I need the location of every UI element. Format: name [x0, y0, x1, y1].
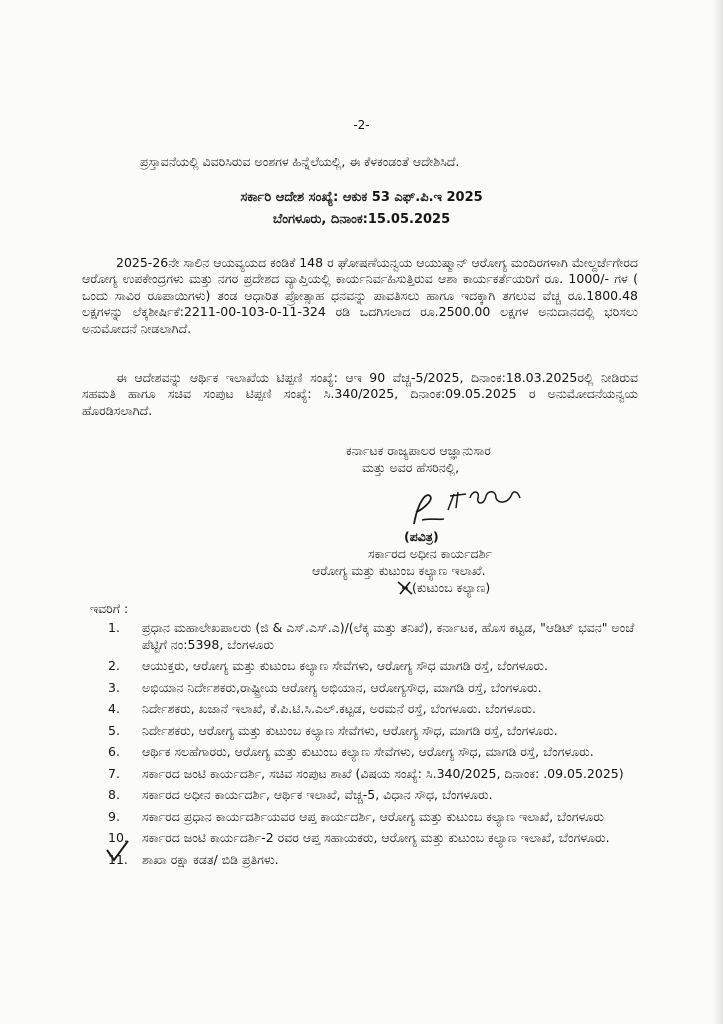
- list-item-text: ಸರ್ಕಾರದ ಜಂಟಿ ಕಾರ್ಯದರ್ಶಿ, ಸಚಿವ ಸಂಪುಟ ಶಾಖೆ (ವಿಷಯ ಸಂಖ್ಯೆ: ಸಿ.340/2025, ದಿನಾಂಕ: .09.05.2025): [142, 765, 624, 781]
- list-item-text: ಶಾಖಾ ರಕ್ಷಾ ಕಡತ/ ಬಿಡಿ ಪ್ರತಿಗಳು.: [142, 851, 279, 867]
- signature-line-name: ಮತ್ತು ಅವರ ಹೆಸರಿನಲ್ಲಿ,: [362, 460, 460, 475]
- signature-line-governor: ಕರ್ನಾಟಕ ರಾಜ್ಯಪಾಲರ ಆಜ್ಞಾನುಸಾರ: [346, 443, 491, 458]
- list-item-text: ಸರ್ಕಾರದ ಪ್ರಧಾನ ಕಾರ್ಯದರ್ಶಿಯವರ ಆಪ್ತ ಕಾರ್ಯದರ್ಶಿ, ಆರೋಗ್ಯ ಮತ್ತು ಕುಟುಂಬ ಕಲ್ಯಾಣ ಇಲಾಖೆ, ಬೆಂಗಳೂರು: [142, 808, 604, 824]
- officer-section: (ಕುಟುಂಬ ಕಲ್ಯಾಣ): [412, 580, 491, 595]
- list-item-text: ಆಯುಕ್ತರು, ಆರೋಗ್ಯ ಮತ್ತು ಕುಟುಂಬ ಕಲ್ಯಾಣ ಸೇವೆಗಳು, ಆರೋಗ್ಯ ಸೌಧ ಮಾಗಡಿ ರಸ್ತೆ, ಬೆಂಗಳೂರು.: [142, 658, 548, 673]
- order-place-date: ಬೆಂಗಳೂರು, ದಿನಾಂಕ:15.05.2025: [272, 212, 451, 227]
- copies-list: [108, 620, 646, 873]
- list-item-number: 7.: [108, 765, 120, 781]
- list-item-number: 1.: [108, 620, 120, 635]
- list-item: [108, 766, 646, 783]
- officer-department: ಆರೋಗ್ಯ ಮತ್ತು ಕುಟುಂಬ ಕಲ್ಯಾಣ ಇಲಾಖೆ.: [312, 563, 486, 578]
- list-item-number: 8.: [108, 787, 120, 802]
- list-item-text: ಅಭಿಯಾನ ನಿರ್ದೇಶಕರು,ರಾಷ್ಟ್ರೀಯ ಆರೋಗ್ಯ ಅಭಿಯಾನ, ಆರೋಗ್ಯಸೌಧ, ಮಾಗಡಿ ರಸ್ತೆ, ಬೆಂಗಳೂರು.: [142, 679, 542, 695]
- list-item: [108, 620, 646, 653]
- list-item: [108, 723, 646, 740]
- order-paragraph-2: ಈ ಆದೇಶವನ್ನು ಆರ್ಥಿಕ ಇಲಾಖೆಯ ಟಿಪ್ಪಣಿ ಸಂಖ್ಯೆ: ಆಇ 90 ವೆಚ್ಚ-5/2025, ದಿನಾಂಕ:18.03.2025ರಲ್ಲಿ ನೀಡಿರುವ ಸಹಮತಿ ಹಾಗೂ ಸಚಿವ ಸಂಪುಟ ಟಿಪ್ಪಣಿ ಸಂಖ್ಯೆ: ಸಿ.340/2025, ದಿನಾಂಕ:09.05.2025 ರ ಅನುಮೋದನೆಯನ್ವಯ ಹೊರಡಿಸಲಾಗಿದೆ.: [82, 369, 638, 418]
- list-item-number: 9.: [108, 808, 120, 824]
- page-number: -2-: [353, 118, 370, 132]
- intro-line: ಪ್ರಸ್ತಾವನೆಯಲ್ಲಿ ವಿವರಿಸಿರುವ ಅಂಶಗಳ ಹಿನ್ನೆಲೆಯಲ್ಲಿ, ಈ ಕೆಳಕಂಡಂತೆ ಆದೇಶಿಸಿದೆ.: [140, 154, 460, 169]
- officer-name: (ಪವಿತ್ರ): [404, 529, 439, 544]
- list-item-number: 2.: [108, 658, 120, 673]
- list-item-text: ನಿರ್ದೇಶಕರು, ಖಜಾನೆ ಇಲಾಖೆ, ಕೆ.ಪಿ.ಟಿ.ಸಿ.ಎಲ್.ಕಟ್ಟಡ, ಅರಮನೆ ರಸ್ತೆ, ಬೆಂಗಳೂರು. ಬೆಂಗಳೂರು.: [142, 701, 536, 716]
- list-item-number: 6.: [108, 744, 120, 759]
- list-item-text: ಆರ್ಥಿಕ ಸಲಹೆಗಾರರು, ಆರೋಗ್ಯ ಮತ್ತು ಕುಟುಂಬ ಕಲ್ಯಾಣ ಸೇವೆಗಳು, ಆರೋಗ್ಯ ಸೌಧ, ಮಾಗಡಿ ರಸ್ತೆ, ಬೆಂಗಳೂರು.: [142, 744, 594, 759]
- page-edge-shadow: [713, 0, 723, 1024]
- list-item-number: 5.: [108, 722, 120, 738]
- copies-heading: ಇವರಿಗೆ :: [90, 601, 129, 616]
- list-item-text: ಸರ್ಕಾರದ ಜಂಟಿ ಕಾರ್ಯದರ್ಶಿ-2 ರವರ ಆಪ್ತ ಸಹಾಯಕರು, ಆರೋಗ್ಯ ಮತ್ತು ಕುಟುಂಬ ಕಲ್ಯಾಣ ಇಲಾಖೆ, ಬೆಂಗಳೂರು.: [142, 830, 610, 845]
- list-item: [108, 680, 646, 697]
- handwritten-tick-icon: [104, 838, 130, 864]
- order-paragraph-1: 2025-26ನೇ ಸಾಲಿನ ಆಯವ್ಯಯದ ಕಂಡಿಕೆ 148 ರ ಘೋಷಣೆಯನ್ವಯ ಆಯುಷ್ಮಾನ್ ಆರೋಗ್ಯ ಮಂದಿರಗಳಾಗಿ ಮೇಲ್ದರ್ಜೆಗೇರದ ಆರೋಗ್ಯ ಉಪಕೇಂದ್ರಗಳು ಮತ್ತು ನಗರ ಪ್ರದೇಶದ ವ್ಯಾಪ್ತಿಯಲ್ಲಿ ಕಾರ್ಯನಿರ್ವಹಿಸುತ್ತಿರುವ ಆಶಾ ಕಾರ್ಯಕರ್ತೆಯರಿಗೆ ರೂ. 1000/- ಗಳ ( ಒಂದು ಸಾವಿರ ರೂಪಾಯಿಗಳು) ತಂಡ ಆಧಾರಿತ ಪ್ರೋತ್ಸಾಹ ಧನವನ್ನು ಪಾವತಿಸಲು ಹಾಗೂ ಇದಕ್ಕಾಗಿ ತಗಲುವ ವೆಚ್ಚ ರೂ.1800.48 ಲಕ್ಷಗಳನ್ನು ಲೆಕ್ಕಶೀರ್ಷಿಕೆ:2211-00-103-0-11-324 ರಡಿ ಒದಗಿಸಲಾದ ರೂ.2500.00 ಲಕ್ಷಗಳ ಅನುದಾನದಲ್ಲಿ ಭರಿಸಲು ಅನುಮೋದನೆ ನೀಡಲಾಗಿದೆ.: [82, 254, 638, 336]
- handwritten-mark-icon: [394, 578, 416, 598]
- list-item: [108, 744, 646, 761]
- list-item-text: ನಿರ್ದೇಶಕರು, ಆರೋಗ್ಯ ಮತ್ತು ಕುಟುಂಬ ಕಲ್ಯಾಣ ಸೇವೆಗಳು, ಆರೋಗ್ಯ ಸೌಧ, ಮಾಗಡಿ ರಸ್ತೆ, ಬೆಂಗಳೂರು.: [142, 722, 558, 738]
- order-title: ಸರ್ಕಾರಿ ಆದೇಶ ಸಂಖ್ಯೆ: ಆಕುಕ 53 ಎಫ್.ಪಿ.ಇ 2025: [240, 190, 483, 205]
- list-item-number: 10.: [108, 830, 128, 845]
- list-item: [108, 809, 646, 826]
- list-item: [108, 658, 646, 675]
- officer-designation: ಸರ್ಕಾರದ ಅಧೀನ ಕಾರ್ಯದರ್ಶಿ: [368, 546, 492, 561]
- handwritten-signature: [408, 484, 526, 530]
- list-item: [108, 830, 646, 847]
- list-item-number: 3.: [108, 679, 120, 695]
- list-item: [108, 852, 646, 869]
- list-item: [108, 787, 646, 804]
- list-item-text: ಸರ್ಕಾರದ ಅಧೀನ ಕಾರ್ಯದರ್ಶಿ, ಆರ್ಥಿಕ ಇಲಾಖೆ, ವೆಚ್ಚ-5, ವಿಧಾನ ಸೌಧ, ಬೆಂಗಳೂರು.: [142, 787, 493, 802]
- list-item-number: 4.: [108, 701, 120, 716]
- list-item-number: 11.: [108, 851, 128, 867]
- list-item: [108, 701, 646, 718]
- list-item-text: ಪ್ರಧಾನ ಮಹಾಲೇಖಪಾಲರು (ಜಿ & ಎಸ್.ಎಸ್.ಎ)/(ಲೆಕ್ಕ ಮತ್ತು ತನಿಖೆ), ಕರ್ನಾಟಕ, ಹೊಸ ಕಟ್ಟಡ, "ಆಡಿಟ್ ಭವನ" ಅಂಚೆ ಪೆಟ್ಟಿಗೆ ನಂ:5398, ಬೆಂಗಳೂರು: [142, 620, 635, 652]
